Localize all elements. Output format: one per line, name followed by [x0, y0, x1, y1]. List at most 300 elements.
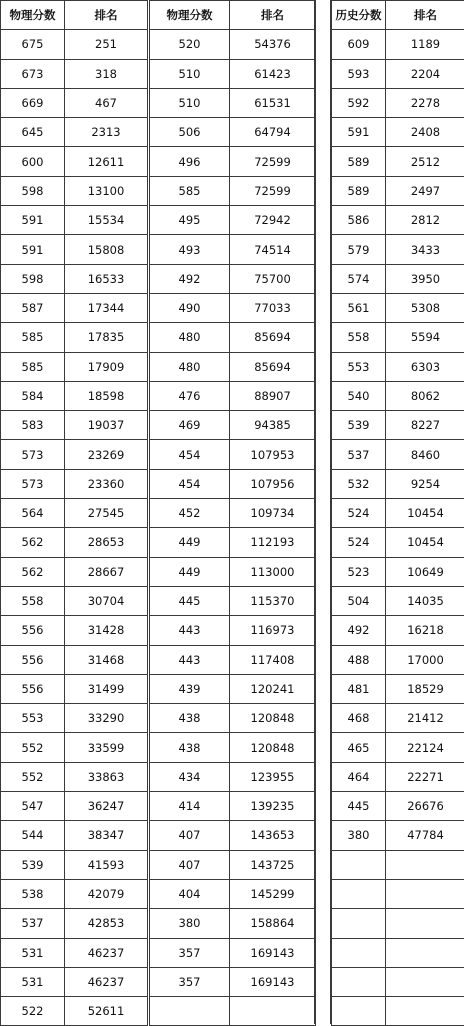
rank-cell — [230, 997, 316, 1026]
rank-cell: 77033 — [230, 293, 316, 322]
rank-cell: 47784 — [386, 821, 464, 850]
table-row — [150, 645, 316, 674]
score-cell: 445 — [332, 792, 386, 821]
header-score: 历史分数 — [332, 1, 386, 30]
rank-cell: 17909 — [65, 352, 148, 381]
rank-cell: 30704 — [65, 586, 148, 615]
rank-cell: 26676 — [386, 792, 464, 821]
rank-cell: 31428 — [65, 616, 148, 645]
score-cell: 591 — [332, 118, 386, 147]
score-rank-table-3 — [331, 0, 464, 1026]
score-cell: 510 — [150, 88, 230, 117]
rank-cell: 74514 — [230, 235, 316, 264]
table-row — [1, 59, 148, 88]
table-row — [332, 792, 464, 821]
table-row — [332, 59, 464, 88]
rank-cell: 113000 — [230, 557, 316, 586]
table-row — [1, 235, 148, 264]
score-cell: 407 — [150, 850, 230, 879]
table-row — [332, 147, 464, 176]
rank-cell: 3433 — [386, 235, 464, 264]
rank-cell: 2497 — [386, 176, 464, 205]
rank-cell — [386, 909, 464, 938]
table-row — [150, 762, 316, 791]
header-score: 物理分数 — [150, 1, 230, 30]
score-cell: 579 — [332, 235, 386, 264]
score-cell: 556 — [1, 674, 65, 703]
rank-cell: 1189 — [386, 30, 464, 59]
rank-cell: 61423 — [230, 59, 316, 88]
rank-cell: 15808 — [65, 235, 148, 264]
table-row — [1, 821, 148, 850]
score-cell: 600 — [1, 147, 65, 176]
rank-cell: 10649 — [386, 557, 464, 586]
score-cell: 488 — [332, 645, 386, 674]
rank-cell: 41593 — [65, 850, 148, 879]
rank-cell: 2408 — [386, 118, 464, 147]
score-cell: 558 — [1, 586, 65, 615]
score-cell: 574 — [332, 264, 386, 293]
score-cell: 537 — [1, 909, 65, 938]
rank-cell: 22271 — [386, 762, 464, 791]
score-cell: 553 — [1, 704, 65, 733]
score-cell: 490 — [150, 293, 230, 322]
table-row — [1, 909, 148, 938]
score-cell: 407 — [150, 821, 230, 850]
table-row — [1, 528, 148, 557]
rank-cell: 8227 — [386, 411, 464, 440]
table-row — [1, 30, 148, 59]
table-row — [332, 762, 464, 791]
table-row — [150, 118, 316, 147]
score-cell: 532 — [332, 469, 386, 498]
table-row — [1, 88, 148, 117]
table-row — [332, 528, 464, 557]
score-cell: 481 — [332, 674, 386, 703]
rank-cell: 8460 — [386, 440, 464, 469]
table-row — [1, 733, 148, 762]
table-row — [150, 967, 316, 996]
rank-cell: 2812 — [386, 206, 464, 235]
score-cell: 357 — [150, 938, 230, 967]
score-cell: 591 — [1, 235, 65, 264]
score-cell: 669 — [1, 88, 65, 117]
table-row — [150, 557, 316, 586]
score-cell: 531 — [1, 967, 65, 996]
header-row — [332, 1, 464, 30]
table-row — [1, 938, 148, 967]
table-row — [332, 557, 464, 586]
rank-cell: 19037 — [65, 411, 148, 440]
rank-cell: 123955 — [230, 762, 316, 791]
score-cell: 564 — [1, 499, 65, 528]
table-row — [150, 176, 316, 205]
rank-cell: 85694 — [230, 323, 316, 352]
rank-cell: 72599 — [230, 147, 316, 176]
table-row — [1, 411, 148, 440]
table-row — [332, 206, 464, 235]
score-cell: 469 — [150, 411, 230, 440]
score-cell: 539 — [332, 411, 386, 440]
score-cell: 414 — [150, 792, 230, 821]
header-row — [150, 1, 316, 30]
score-cell: 480 — [150, 352, 230, 381]
score-cell: 589 — [332, 147, 386, 176]
rank-cell: 46237 — [65, 938, 148, 967]
rank-cell: 28653 — [65, 528, 148, 557]
table-row — [1, 879, 148, 908]
rank-cell: 23269 — [65, 440, 148, 469]
score-cell: 598 — [1, 264, 65, 293]
rank-cell: 15534 — [65, 206, 148, 235]
score-cell: 547 — [1, 792, 65, 821]
rank-cell: 17835 — [65, 323, 148, 352]
table-row — [150, 440, 316, 469]
score-cell: 452 — [150, 499, 230, 528]
table-row — [150, 733, 316, 762]
rank-cell: 120848 — [230, 733, 316, 762]
score-cell: 562 — [1, 557, 65, 586]
rank-cell: 54376 — [230, 30, 316, 59]
score-cell: 438 — [150, 704, 230, 733]
score-cell: 540 — [332, 381, 386, 410]
table-row — [150, 411, 316, 440]
rank-cell: 72942 — [230, 206, 316, 235]
score-cell: 591 — [1, 206, 65, 235]
rank-cell: 17344 — [65, 293, 148, 322]
rank-cell: 318 — [65, 59, 148, 88]
table-row — [332, 118, 464, 147]
rank-cell: 27545 — [65, 499, 148, 528]
rank-cell: 117408 — [230, 645, 316, 674]
rank-cell: 139235 — [230, 792, 316, 821]
score-cell — [332, 909, 386, 938]
score-cell — [332, 997, 386, 1026]
table-row — [150, 264, 316, 293]
rank-cell: 46237 — [65, 967, 148, 996]
rank-cell: 21412 — [386, 704, 464, 733]
rank-cell: 28667 — [65, 557, 148, 586]
table-row — [150, 909, 316, 938]
score-cell: 510 — [150, 59, 230, 88]
table-row — [332, 586, 464, 615]
rank-cell: 18529 — [386, 674, 464, 703]
rank-cell: 10454 — [386, 499, 464, 528]
rank-cell: 120848 — [230, 704, 316, 733]
table-row — [1, 850, 148, 879]
rank-cell: 9254 — [386, 469, 464, 498]
rank-cell: 94385 — [230, 411, 316, 440]
score-cell: 587 — [1, 293, 65, 322]
score-cell: 552 — [1, 762, 65, 791]
score-cell: 539 — [1, 850, 65, 879]
rank-cell: 16533 — [65, 264, 148, 293]
rank-cell: 36247 — [65, 792, 148, 821]
rank-cell: 8062 — [386, 381, 464, 410]
table-row — [1, 586, 148, 615]
score-cell: 524 — [332, 528, 386, 557]
table-row — [332, 616, 464, 645]
table-row — [150, 850, 316, 879]
rank-cell: 107956 — [230, 469, 316, 498]
score-cell: 492 — [332, 616, 386, 645]
header-rank: 排名 — [230, 1, 316, 30]
score-cell: 454 — [150, 469, 230, 498]
rank-cell: 88907 — [230, 381, 316, 410]
score-cell: 380 — [150, 909, 230, 938]
rank-cell: 64794 — [230, 118, 316, 147]
rank-cell: 2313 — [65, 118, 148, 147]
table-row — [332, 704, 464, 733]
rank-cell: 169143 — [230, 967, 316, 996]
table-row — [332, 821, 464, 850]
rank-cell: 2204 — [386, 59, 464, 88]
rank-cell: 120241 — [230, 674, 316, 703]
table-row — [1, 323, 148, 352]
score-cell: 434 — [150, 762, 230, 791]
table-row — [150, 381, 316, 410]
score-rank-table-2 — [149, 0, 316, 1026]
table-row — [1, 645, 148, 674]
score-cell: 506 — [150, 118, 230, 147]
table-row — [332, 352, 464, 381]
table-row — [1, 704, 148, 733]
table-row — [332, 264, 464, 293]
table-row — [332, 938, 464, 967]
rank-cell: 107953 — [230, 440, 316, 469]
rank-cell: 251 — [65, 30, 148, 59]
table-row — [1, 557, 148, 586]
rank-cell — [386, 850, 464, 879]
rank-cell — [386, 879, 464, 908]
rank-cell: 2278 — [386, 88, 464, 117]
score-cell: 558 — [332, 323, 386, 352]
header-rank: 排名 — [386, 1, 464, 30]
table-row — [150, 30, 316, 59]
rank-cell — [386, 938, 464, 967]
score-cell: 645 — [1, 118, 65, 147]
rank-cell: 112193 — [230, 528, 316, 557]
rank-cell: 13100 — [65, 176, 148, 205]
score-cell: 598 — [1, 176, 65, 205]
rank-cell: 31468 — [65, 645, 148, 674]
table-row — [332, 235, 464, 264]
table-row — [332, 850, 464, 879]
table-row — [150, 147, 316, 176]
rank-cell: 467 — [65, 88, 148, 117]
table-row — [332, 411, 464, 440]
rank-cell: 52611 — [65, 997, 148, 1026]
table-row — [1, 499, 148, 528]
table-row — [150, 235, 316, 264]
table-row — [332, 967, 464, 996]
score-cell: 357 — [150, 967, 230, 996]
table-row — [150, 586, 316, 615]
rank-cell: 42853 — [65, 909, 148, 938]
rank-cell: 85694 — [230, 352, 316, 381]
rank-cell: 33599 — [65, 733, 148, 762]
table-row — [150, 997, 316, 1026]
score-cell: 449 — [150, 528, 230, 557]
table-row — [1, 967, 148, 996]
rank-cell: 6303 — [386, 352, 464, 381]
score-cell: 593 — [332, 59, 386, 88]
score-cell: 449 — [150, 557, 230, 586]
score-cell: 524 — [332, 499, 386, 528]
table-row — [332, 674, 464, 703]
table-body — [332, 30, 464, 1026]
score-cell: 583 — [1, 411, 65, 440]
score-cell: 585 — [1, 323, 65, 352]
rank-cell: 2512 — [386, 147, 464, 176]
score-cell — [332, 938, 386, 967]
table-row — [332, 909, 464, 938]
rank-cell: 61531 — [230, 88, 316, 117]
score-cell: 556 — [1, 616, 65, 645]
score-cell — [332, 967, 386, 996]
score-cell: 675 — [1, 30, 65, 59]
rank-cell: 42079 — [65, 879, 148, 908]
rank-cell — [386, 967, 464, 996]
table-row — [1, 264, 148, 293]
table-row — [1, 147, 148, 176]
table-row — [1, 616, 148, 645]
table-body — [150, 30, 316, 1026]
table-row — [150, 879, 316, 908]
score-cell: 438 — [150, 733, 230, 762]
score-cell: 439 — [150, 674, 230, 703]
table-row — [150, 938, 316, 967]
score-cell: 609 — [332, 30, 386, 59]
rank-cell: 14035 — [386, 586, 464, 615]
table-row — [150, 674, 316, 703]
score-cell: 553 — [332, 352, 386, 381]
score-cell: 520 — [150, 30, 230, 59]
score-cell: 523 — [332, 557, 386, 586]
header-row — [1, 1, 148, 30]
table-row — [150, 821, 316, 850]
table-row — [332, 88, 464, 117]
rank-cell: 31499 — [65, 674, 148, 703]
score-cell: 445 — [150, 586, 230, 615]
score-cell: 537 — [332, 440, 386, 469]
score-cell: 573 — [1, 440, 65, 469]
score-cell: 586 — [332, 206, 386, 235]
table-row — [1, 469, 148, 498]
score-cell: 573 — [1, 469, 65, 498]
rank-cell: 22124 — [386, 733, 464, 762]
table-row — [1, 293, 148, 322]
table-row — [1, 762, 148, 791]
rank-cell: 38347 — [65, 821, 148, 850]
score-cell: 492 — [150, 264, 230, 293]
table-row — [1, 997, 148, 1026]
table-row — [1, 674, 148, 703]
score-cell: 552 — [1, 733, 65, 762]
table-row — [1, 206, 148, 235]
table-row — [150, 293, 316, 322]
score-cell: 464 — [332, 762, 386, 791]
rank-cell — [386, 997, 464, 1026]
rank-cell: 72599 — [230, 176, 316, 205]
rank-cell: 158864 — [230, 909, 316, 938]
score-cell: 493 — [150, 235, 230, 264]
table-row — [1, 440, 148, 469]
score-cell: 544 — [1, 821, 65, 850]
score-cell: 592 — [332, 88, 386, 117]
score-cell — [332, 879, 386, 908]
score-cell: 585 — [1, 352, 65, 381]
rank-cell: 143653 — [230, 821, 316, 850]
table-body — [1, 30, 148, 1026]
score-cell: 496 — [150, 147, 230, 176]
score-cell: 561 — [332, 293, 386, 322]
table-row — [332, 30, 464, 59]
score-cell: 556 — [1, 645, 65, 674]
rank-cell: 33863 — [65, 762, 148, 791]
table-row — [332, 879, 464, 908]
table-row — [1, 118, 148, 147]
score-cell: 465 — [332, 733, 386, 762]
score-cell — [332, 850, 386, 879]
score-cell: 504 — [332, 586, 386, 615]
score-cell: 584 — [1, 381, 65, 410]
table-row — [332, 733, 464, 762]
rank-cell: 115370 — [230, 586, 316, 615]
score-cell: 585 — [150, 176, 230, 205]
rank-cell: 116973 — [230, 616, 316, 645]
rank-cell: 145299 — [230, 879, 316, 908]
table-row — [332, 469, 464, 498]
rank-cell: 143725 — [230, 850, 316, 879]
table-row — [332, 499, 464, 528]
rank-cell: 5308 — [386, 293, 464, 322]
table-row — [332, 293, 464, 322]
rank-cell: 33290 — [65, 704, 148, 733]
score-cell: 538 — [1, 879, 65, 908]
rank-cell: 23360 — [65, 469, 148, 498]
score-cell: 468 — [332, 704, 386, 733]
rank-cell: 16218 — [386, 616, 464, 645]
score-cell: 589 — [332, 176, 386, 205]
score-cell: 673 — [1, 59, 65, 88]
score-cell: 531 — [1, 938, 65, 967]
rank-cell: 109734 — [230, 499, 316, 528]
table-row — [1, 352, 148, 381]
score-cell: 476 — [150, 381, 230, 410]
table-row — [150, 469, 316, 498]
score-cell — [150, 997, 230, 1026]
score-cell: 380 — [332, 821, 386, 850]
rank-cell: 17000 — [386, 645, 464, 674]
rank-cell: 3950 — [386, 264, 464, 293]
score-cell: 522 — [1, 997, 65, 1026]
table-row — [150, 59, 316, 88]
table-row — [1, 176, 148, 205]
table-row — [150, 352, 316, 381]
table-row — [150, 88, 316, 117]
rank-cell: 10454 — [386, 528, 464, 557]
rank-cell: 169143 — [230, 938, 316, 967]
rank-cell: 5594 — [386, 323, 464, 352]
score-cell: 443 — [150, 616, 230, 645]
score-cell: 443 — [150, 645, 230, 674]
rank-cell: 18598 — [65, 381, 148, 410]
table-row — [150, 499, 316, 528]
score-cell: 454 — [150, 440, 230, 469]
score-cell: 562 — [1, 528, 65, 557]
table-row — [332, 176, 464, 205]
